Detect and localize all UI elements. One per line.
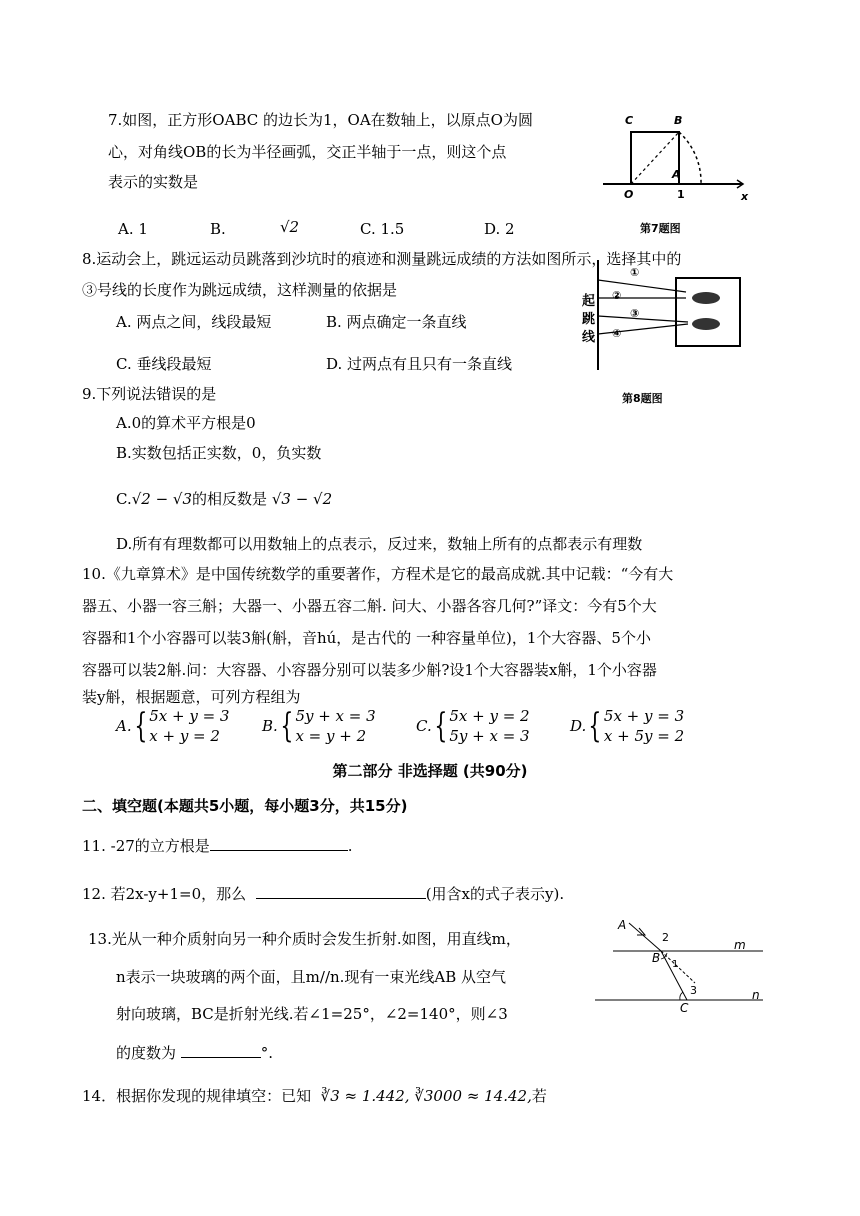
q7-line3: 表示的实数是 [108, 173, 199, 191]
q9-option-a: A.0的算术平方根是0 [116, 414, 256, 432]
q7-option-d: D. 2 [484, 220, 515, 238]
q13-line1: 13.光从一种介质射向另一种介质时会发生折射.如图，用直线m， [88, 930, 521, 948]
q10-option-c-eq1: 5x + y = 2 [449, 707, 530, 725]
q10-option-a-brace: { [133, 706, 147, 746]
q12 [82, 882, 564, 905]
q10-line2: 器五、小器一容三斛；大器一、小器五容二斛. 问大、小器各容几何?”译文：今有5个大 [82, 597, 657, 615]
q7-fig-caption: 第7题图 [640, 222, 681, 235]
q8-fig-label-qi: 起 [582, 294, 596, 309]
q8-fig-label-xian: 线 [582, 330, 596, 345]
q7-fig-label-c: C [625, 114, 634, 127]
q11-text: 11. -27的立方根是 [82, 837, 210, 855]
q10-option-b-eq2: x = y + 2 [295, 727, 367, 745]
q9-stem: 9.下列说法错误的是 [82, 385, 217, 403]
q10-option-b-eq1: 5y + x = 3 [295, 707, 376, 725]
q8-line1: 8.运动会上，跳远运动员跳落到沙坑时的痕迹和测量跳远成绩的方法如图所示，选择其中的 [82, 250, 682, 268]
q13-line4-end: °. [260, 1044, 274, 1062]
q9-option-c-label: C. [116, 490, 132, 508]
q14-expression: ∛3 ≈ 1.442, ∛3000 ≈ 14.42, [320, 1087, 532, 1105]
q10-option-d [570, 706, 684, 746]
q8-line2: ③号线的长度作为跳远成绩，这样测量的依据是 [82, 281, 398, 299]
q7-option-b-label: B. [210, 220, 226, 238]
q13-fig-label-2: 2 [662, 931, 669, 944]
q10-option-c-eq2: 5y + x = 3 [449, 727, 530, 745]
q10-option-b-brace: { [280, 706, 294, 746]
q8-fig-label-3: ③ [630, 307, 640, 320]
q7-line1: 7.如图，正方形OABC 的边长为1，OA在数轴上，以原点O为圆 [108, 111, 533, 129]
q7-option-c: C. 1.5 [360, 220, 405, 238]
q10-option-b-label: B. [262, 717, 278, 735]
q13-line3: 射向玻璃，BC是折射光线.若∠1=25°，∠2=140°，则∠3 [116, 1005, 508, 1023]
q10-option-a-label: A. [116, 717, 132, 735]
section2-title: 二、填空题(本题共5小题，每小题3分，共15分) [82, 797, 408, 815]
q10-line1: 10.《九章算术》是中国传统数学的重要著作，方程术是它的最高成就.其中记载：“今有大 [82, 565, 674, 583]
q9-option-c [116, 488, 332, 510]
q10-option-d-brace: { [588, 706, 602, 746]
q8-option-b: B. 两点确定一条直线 [326, 313, 467, 331]
q10-option-d-eq2: x + 5y = 2 [603, 727, 685, 745]
q8-option-a: A. 两点之间，线段最短 [116, 313, 272, 331]
q10-option-b [262, 706, 376, 746]
q13-answer-blank[interactable] [181, 1041, 261, 1058]
part2-title: 第二部分 非选择题 (共90分) [332, 762, 528, 780]
q14-end: 若 [531, 1087, 547, 1105]
q7-option-b-value: √2 [280, 218, 300, 236]
q8-option-d: D. 过两点有且只有一条直线 [326, 355, 513, 373]
q9-option-c-expr1: √2 − √3 [131, 490, 193, 508]
q7-fig-label-b: B [674, 114, 683, 127]
q10-option-a-eq2: x + y = 2 [149, 727, 220, 745]
q11 [82, 834, 353, 857]
q10-option-d-label: D. [570, 717, 587, 735]
q13-line4 [116, 1041, 273, 1064]
q10-option-c-label: C. [416, 717, 432, 735]
q12-answer-blank[interactable] [256, 882, 426, 899]
q8-fig-caption: 第8题图 [622, 392, 663, 405]
q13-fig-label-a: A [618, 918, 627, 932]
q9-option-c-expr2: √3 − √2 [271, 490, 333, 508]
q7-option-a: A. 1 [118, 220, 148, 238]
q7-fig-label-1: 1 [677, 188, 685, 201]
q10-line4: 容器可以装2斛.问：大容器、小容器分别可以装多少斛?设1个大容器装x斛，1个小容器 [82, 661, 657, 679]
q13-fig-label-1: 1 [672, 959, 679, 970]
q11-end: . [347, 837, 353, 855]
q8-fig-label-tiao: 跳 [582, 312, 596, 327]
q14-text: 14．根据你发现的规律填空：已知 [82, 1087, 312, 1105]
q13-fig-label-m: m [734, 938, 746, 952]
q10-line3: 容器和1个小容器可以装3斛(斛，音hú，是古代的 一种容量单位)，1个大容器、5个小 [82, 629, 651, 647]
q7-line2: 心，对角线OB的长为半径画弧，交正半轴于一点，则这个点 [108, 143, 507, 161]
q10-option-c-brace: { [434, 706, 448, 746]
q8-fig-label-1: ① [630, 266, 640, 279]
q8-fig-label-4: ④ [612, 327, 622, 340]
q9-option-c-mid: 的相反数是 [192, 490, 268, 508]
q8-fig-label-2: ② [612, 289, 622, 302]
q12-text: 12. 若2x-y+1=0，那么 [82, 885, 247, 903]
q10-option-c [416, 706, 530, 746]
q10-option-a [116, 706, 229, 746]
q7-fig-label-a: A [672, 168, 681, 181]
q10-option-d-eq1: 5x + y = 3 [603, 707, 685, 725]
q13-fig-label-n: n [752, 988, 760, 1002]
q13-line4-text: 的度数为 [116, 1044, 177, 1062]
q13-fig-label-3: 3 [690, 984, 697, 997]
q13-fig-label-c: C [680, 1001, 689, 1015]
q8-option-c: C. 垂线段最短 [116, 355, 212, 373]
q13-fig-label-b: B [652, 951, 661, 965]
q14 [82, 1085, 547, 1107]
q10-option-a-eq1: 5x + y = 3 [149, 707, 230, 725]
q10-line5: 装y斛，根据题意，可列方程组为 [82, 688, 301, 706]
q7-fig-label-o: O [624, 188, 634, 201]
q12-end: (用含x的式子表示y). [425, 885, 565, 903]
q7-fig-label-x: x [741, 190, 749, 203]
q11-answer-blank[interactable] [210, 834, 348, 851]
q8-figure [582, 258, 752, 378]
q13-line2: n表示一块玻璃的两个面，且m//n.现有一束光线AB 从空气 [116, 968, 507, 986]
q9-option-b: B.实数包括正实数，0，负实数 [116, 444, 322, 462]
q9-option-d: D.所有有理数都可以用数轴上的点表示，反过来，数轴上所有的点都表示有理数 [116, 535, 643, 553]
